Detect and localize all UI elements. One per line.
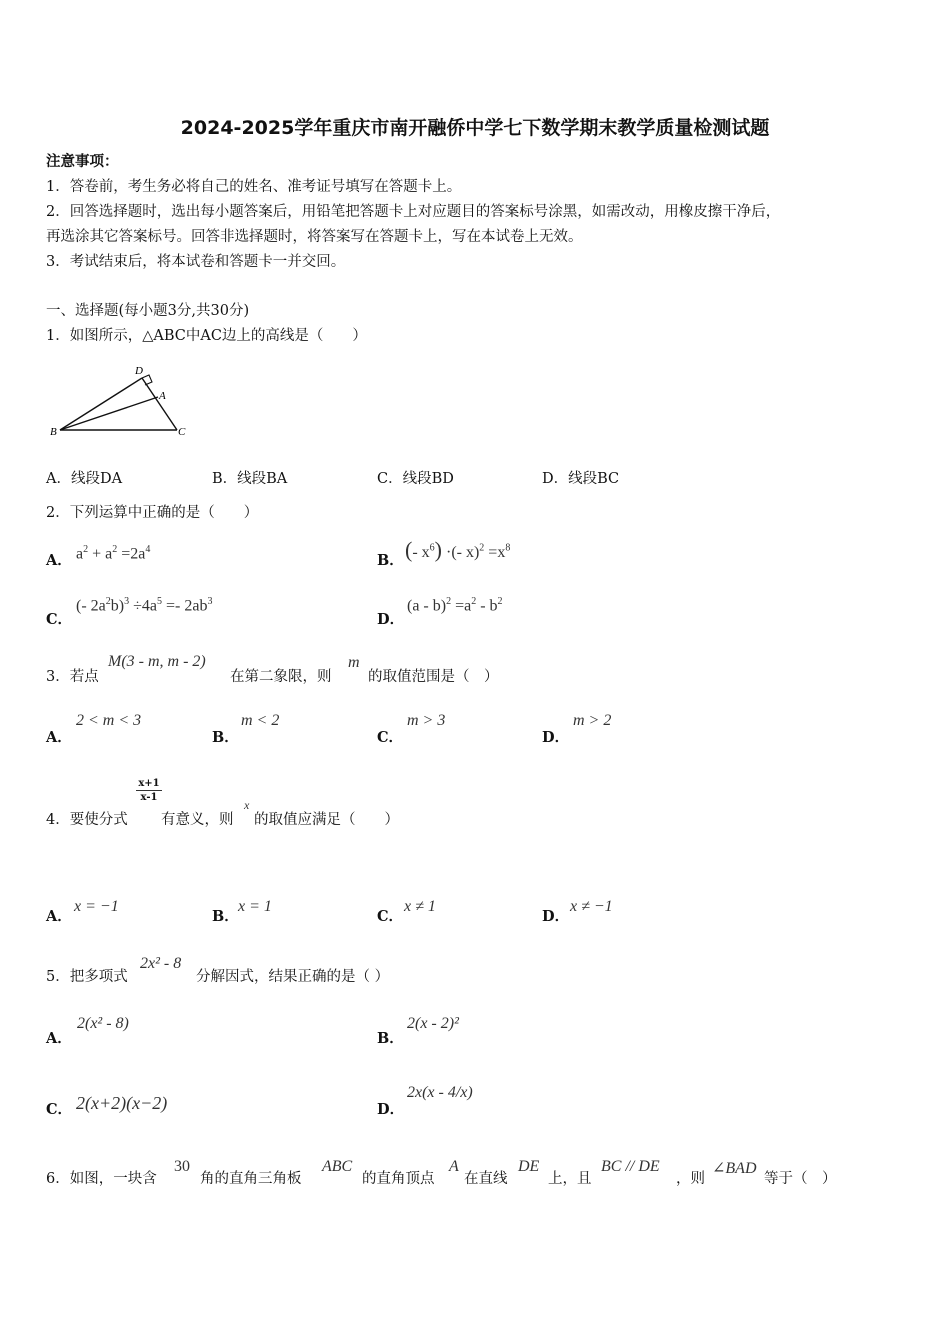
question-5-stem-suffix: 分解因式，结果正确的是（ ） [196,969,390,985]
option-b-value: 2(x - 2)² [407,1015,459,1032]
var-x: x [244,798,250,812]
label-c: C [178,426,186,438]
option-c-label: C． [46,611,73,628]
question-6-text: 在直线 [464,1171,508,1187]
option-d-formula: $(a - b)^2 =a^2 - b^2$ [407,596,503,615]
question-6-text: 6．如图，一块含 [46,1171,157,1187]
option-a-label: A． [46,552,72,569]
parallel-condition: BC // DE [601,1158,660,1175]
option-a-formula: $a^2 + a^2 =2a^4$ [76,544,151,563]
label-a: A [159,390,166,402]
question-4-stem-suffix: 的取值应满足（ ） [254,812,399,828]
fraction-denominator: x-1 [140,792,158,803]
question-6-text: 角的直角三角板 [200,1171,302,1187]
option-c-value: 2(x+2)(x−2) [76,1093,168,1113]
option-a-label: A． [46,1030,72,1047]
notice-item: 再选涂其它答案标号。回答非选择题时，将答案写在答题卡上，写在本试卷上无效。 [46,229,583,245]
notice-item: 2．回答选择题时，选出每小题答案后，用铅笔把答题卡上对应题目的答案标号涂黑，如需改动，用橡皮擦干净后， [46,204,781,220]
question-4-stem-mid: 有意义，则 [161,812,234,828]
notice-item: 1．答卷前，考生务必将自己的姓名、准考证号填写在答题卡上。 [46,179,462,195]
angle-30: 30 [174,1158,190,1175]
question-4-stem-prefix: 4．要使分式 [46,812,128,828]
notice-item: 3．考试结束后，将本试卷和答题卡一并交回。 [46,254,346,270]
triangle-figure [46,360,196,442]
option-d: D．线段BC [542,471,620,487]
polynomial: 2x² - 8 [140,955,182,972]
fraction-numerator: x+1 [138,778,160,789]
vertex-a: A [449,1158,459,1175]
option-c-label: C． [46,1101,73,1118]
option-b: B．线段BA [212,471,288,487]
option-b-label: B． [212,729,239,746]
option-c-value: x ≠ 1 [404,898,436,915]
option-b-value: x = 1 [238,898,272,915]
var-m: m [348,654,360,671]
option-a-value: x = −1 [74,898,119,915]
option-c-label: C． [377,908,404,925]
option-a-label: A． [46,729,72,746]
option-d-value: 2x(x - 4/x) [407,1084,473,1101]
option-a-label: A． [46,908,72,925]
option-b-label: B． [212,908,239,925]
option-d-value: m > 2 [573,712,612,729]
question-2-stem: 2．下列运算中正确的是（ ） [46,505,259,521]
option-a: A．线段DA [46,471,123,487]
option-c-value: m > 3 [407,712,446,729]
option-b-formula: (- $x^6$) ·(- $x)^2 =x^8$ [405,537,511,562]
label-b: B [50,426,57,438]
option-d-label: D． [542,729,570,746]
question-1-stem: 1．如图所示，△ABC中AC边上的高线是（ ） [46,328,367,344]
question-3-stem-prefix: 3．若点 [46,669,99,685]
option-c: C．线段BD [377,471,454,487]
question-3-stem-suffix: 的取值范围是（ ） [368,669,499,685]
question-6-text: ，则 [676,1171,705,1187]
question-6-text: 的直角顶点 [362,1171,435,1187]
question-6-text: 等于（ ） [764,1171,837,1187]
option-d-label: D． [542,908,570,925]
option-d-value: x ≠ −1 [570,898,613,915]
option-a-value: 2(x² - 8) [77,1015,129,1032]
option-b-label: B． [377,1030,404,1047]
section-heading: 一、选择题(每小题3分,共30分) [46,303,250,319]
option-d-label: D． [377,1101,405,1118]
option-c-label: C． [377,729,404,746]
question-5-stem-prefix: 5．把多项式 [46,969,128,985]
page-title: 2024-2025学年重庆市南开融侨中学七下数学期末教学质量检测试题 [180,117,770,139]
angle-bad: ∠BAD [712,1160,757,1177]
option-c-formula: (- $2a^2b)^3 \div 4a^5 =- 2ab^3$ [76,596,213,615]
line-de: DE [518,1158,540,1175]
option-d-label: D． [377,611,405,628]
point-m: M(3 - m, m - 2) [108,653,206,670]
option-b-value: m < 2 [241,712,280,729]
fraction [136,778,162,803]
notice-heading: 注意事项： [46,153,119,170]
triangle-abc: ABC [322,1158,353,1175]
question-3-stem-mid: 在第二象限，则 [230,669,332,685]
question-6-text: 上，且 [548,1171,592,1187]
label-d: D [135,365,143,377]
option-a-value: 2 < m < 3 [76,712,142,729]
option-b-label: B． [377,552,404,569]
